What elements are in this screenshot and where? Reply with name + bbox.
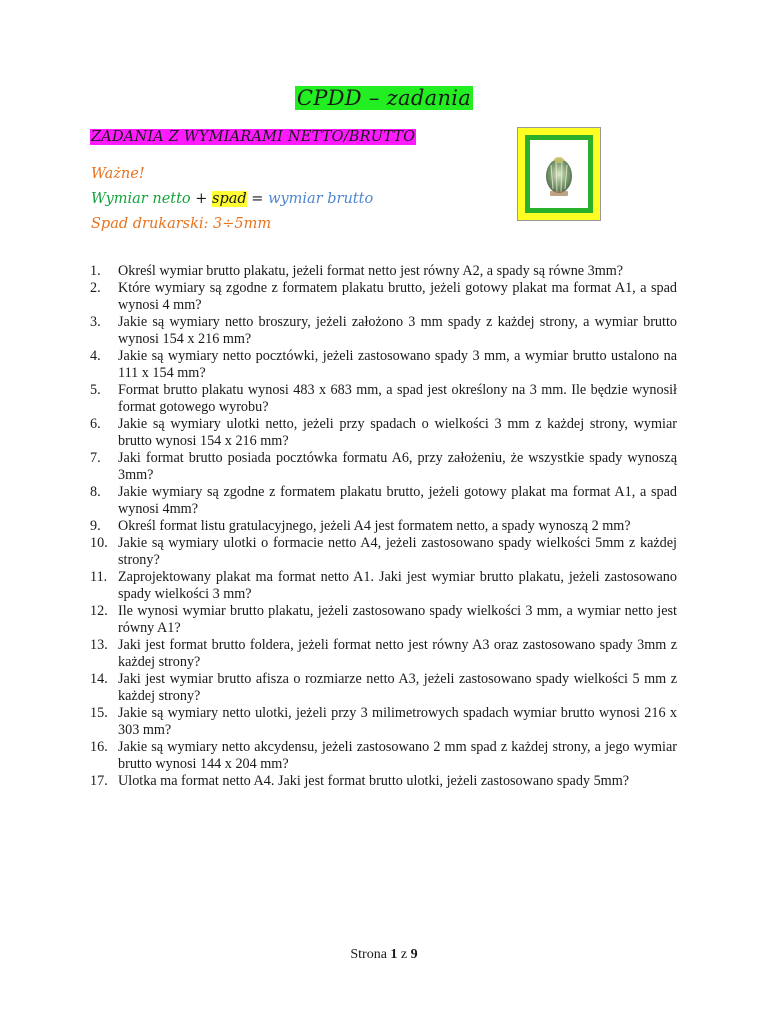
task-number: 16. [90,739,108,755]
task-number: 3. [90,314,101,330]
task-text: Jaki jest format brutto foldera, jeżeli format netto jest równy A3 oraz zastosowano spady 3mm z każdej strony? [118,637,677,670]
formula-spad: spad [212,191,247,207]
formula-brutto: wymiar brutto [268,191,374,207]
task-number: 6. [90,416,101,432]
task-number: 9. [90,518,101,534]
task-text: Które wymiary są zgodne z formatem plakatu brutto, jeżeli gotowy plakat ma format A1, a spad wynosi 4 mm? [118,280,677,313]
page-title: CPDD – zadania [296,86,472,110]
formula-equals: = [251,191,264,207]
task-item [90,569,677,603]
task-list [90,263,677,790]
footer-sep: z [400,947,408,962]
framed-picture [517,127,601,221]
formula-line [91,191,373,207]
task-item [90,739,677,773]
task-text: Jakie są wymiary netto pocztówki, jeżeli zastosowano spady 3 mm, a wymiar brutto ustalono na 111 x 154 mm? [118,348,677,381]
footer-prefix: Strona [350,947,387,962]
frame-inner [525,135,593,213]
task-item [90,416,677,450]
task-text: Jaki format brutto posiada pocztówka formatu A6, przy założeniu, że wszystkie spady wynoszą 3mm? [118,450,677,483]
footer-page-number: 1 [390,947,398,962]
task-item [90,518,677,535]
task-item [90,603,677,637]
task-text: Zaprojektowany plakat ma format netto A1. Jaki jest wymiar brutto plakatu, jeżeli zastosowano spady wielkości 3 mm? [118,569,677,602]
task-number: 4. [90,348,101,364]
task-item [90,637,677,671]
task-text: Określ format listu gratulacyjnego, jeżeli A4 jest formatem netto, a spady wynoszą 2 mm? [118,518,631,534]
task-item [90,348,677,382]
task-number: 11. [90,569,108,585]
cactus-icon [541,151,577,197]
task-item [90,314,677,348]
task-number: 1. [90,263,101,279]
task-text: Jakie są wymiary ulotki o formacie netto A4, jeżeli zastosowano spady wielkości 5mm z każdej strony? [118,535,677,568]
task-number: 15. [90,705,108,721]
task-item [90,382,677,416]
task-text: Format brutto plakatu wynosi 483 x 683 mm, a spad jest określony na 3 mm. Ile będzie wynosił format gotowego wyrobu? [118,382,677,415]
task-item [90,280,677,314]
task-item [90,705,677,739]
formula-netto: Wymiar netto [91,191,191,207]
section-heading: ZADANIA Z WYMIARAMI NETTO/BRUTTO [91,129,416,145]
task-text: Jakie są wymiary ulotki netto, jeżeli przy spadach o wielkości 3 mm z każdej strony, wymiar brutto wynosi 154 x 216 mm? [118,416,677,449]
task-number: 5. [90,382,101,398]
task-number: 7. [90,450,101,466]
page-footer [0,947,768,963]
task-item [90,535,677,569]
task-item [90,671,677,705]
task-number: 17. [90,773,108,789]
task-number: 10. [90,535,108,551]
page-title-wrap [0,86,768,110]
task-text: Jakie są wymiary netto broszury, jeżeli założono 3 mm spady z każdej strony, a wymiar brutto wynosi 154 x 216 mm? [118,314,677,347]
task-item [90,450,677,484]
bleed-note: Spad drukarski: 3÷5mm [91,216,272,232]
picture-area [530,140,588,208]
important-note: Ważne! [91,166,145,182]
formula-plus: + [195,191,208,207]
task-number: 2. [90,280,101,296]
task-text: Jakie są wymiary netto akcydensu, jeżeli zastosowano 2 mm spad z każdej strony, a jego wymiar brutto wynosi 144 x 204 mm? [118,739,677,772]
footer-total-pages: 9 [410,947,418,962]
task-number: 13. [90,637,108,653]
task-number: 14. [90,671,108,687]
task-item [90,773,677,790]
task-item [90,484,677,518]
task-text: Jaki jest wymiar brutto afisza o rozmiarze netto A3, jeżeli zastosowano spady wielkości 5 mm z każdej strony? [118,671,677,704]
task-text: Ile wynosi wymiar brutto plakatu, jeżeli zastosowano spady wielkości 3 mm, a wymiar netto jest równy A1? [118,603,677,636]
task-item [90,263,677,280]
task-text: Jakie są wymiary netto ulotki, jeżeli przy 3 milimetrowych spadach wymiar brutto wynosi 216 x 303 mm? [118,705,677,738]
task-text: Ulotka ma format netto A4. Jaki jest format brutto ulotki, jeżeli zastosowano spady 5mm? [118,773,630,789]
task-text: Jakie wymiary są zgodne z formatem plakatu brutto, jeżeli gotowy plakat ma format A1, a spad wynosi 4mm? [118,484,677,517]
task-number: 12. [90,603,108,619]
task-text: Określ wymiar brutto plakatu, jeżeli format netto jest równy A2, a spady są równe 3mm? [118,263,624,279]
task-number: 8. [90,484,101,500]
